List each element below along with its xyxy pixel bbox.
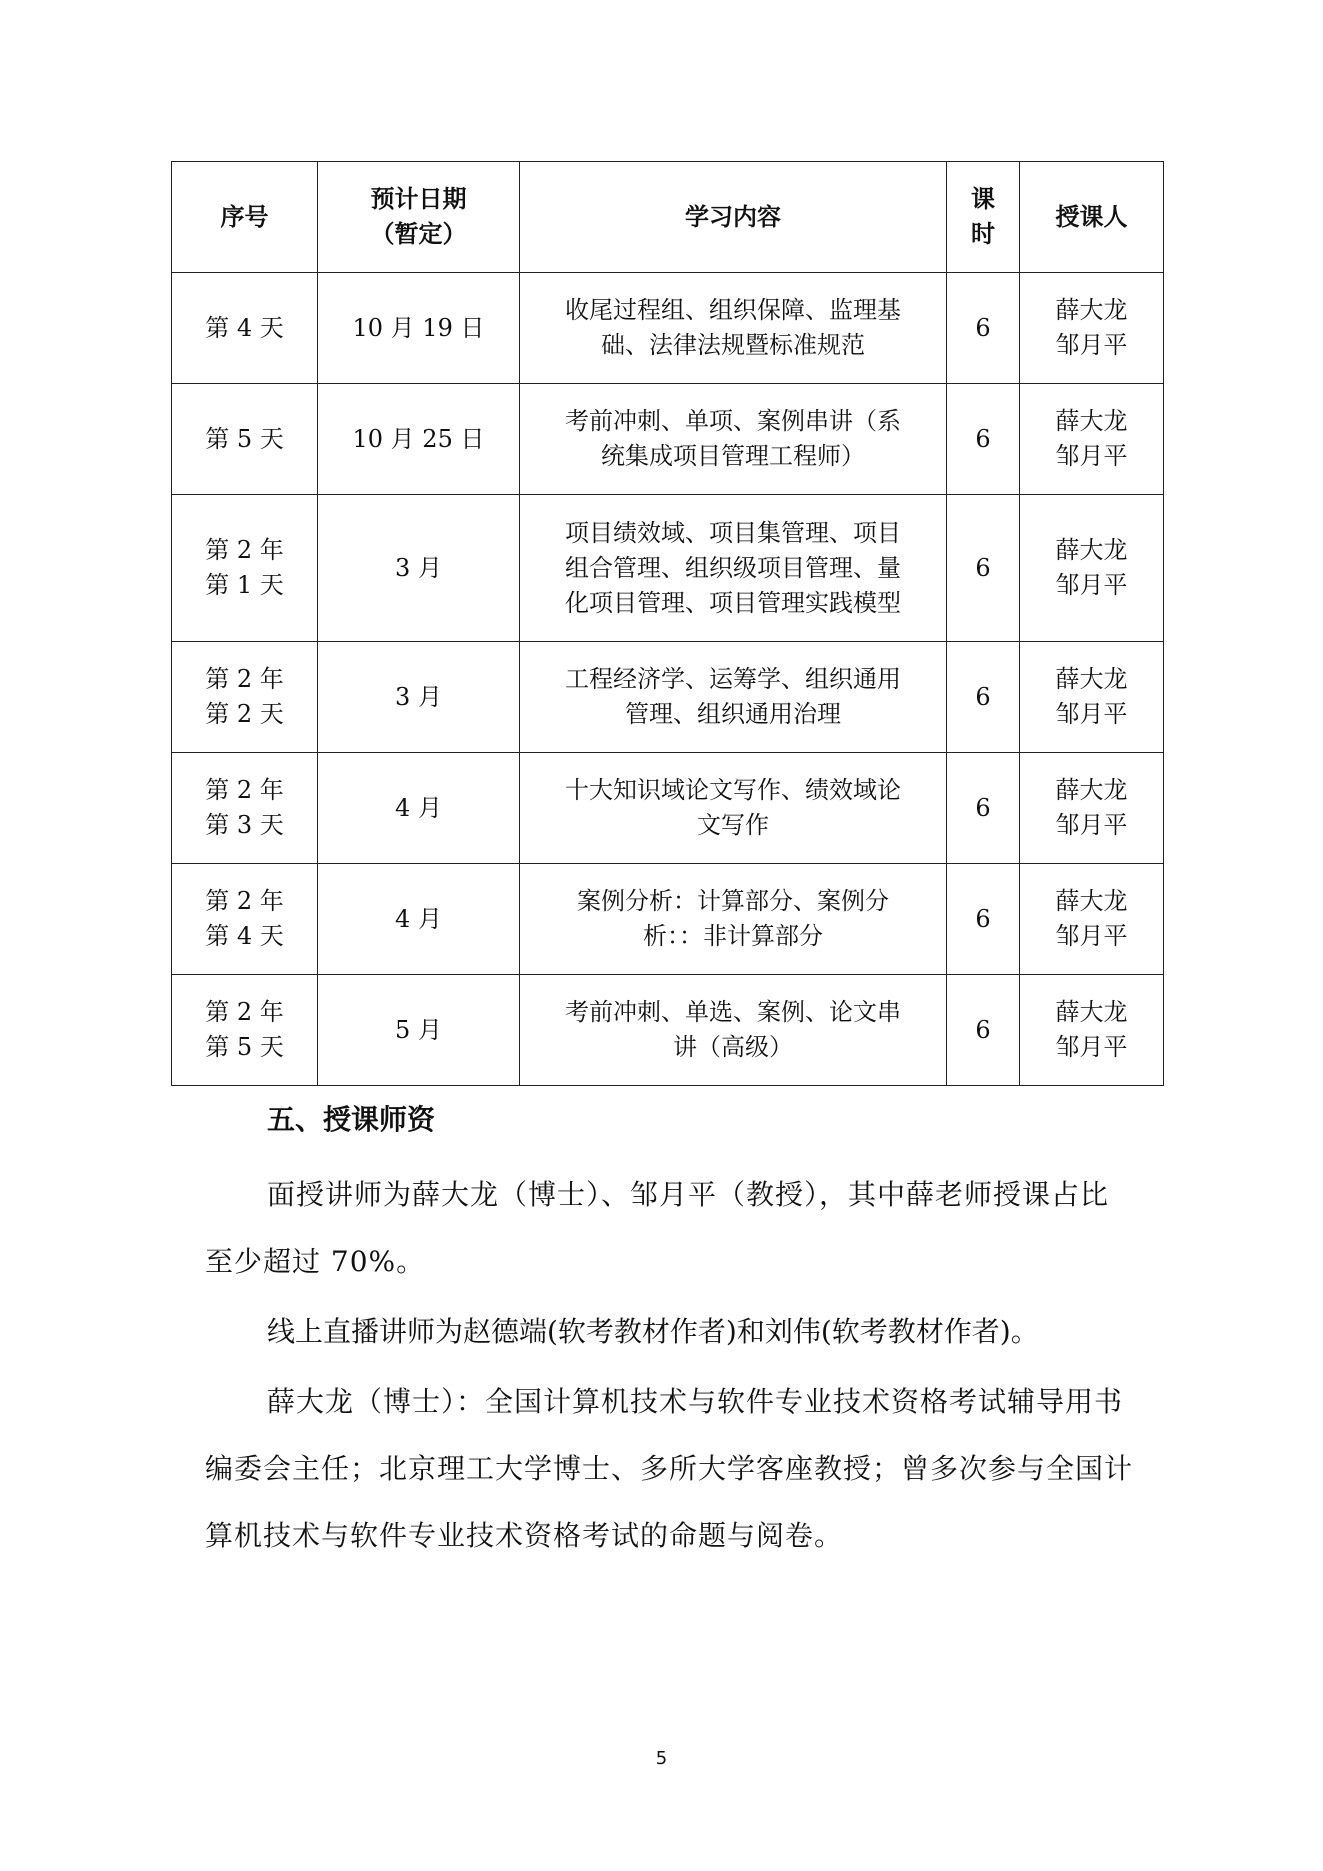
cell-date: 3 月 xyxy=(318,495,520,642)
cell-teacher-line: 薛大龙 xyxy=(1055,998,1128,1026)
table-row xyxy=(172,495,1164,642)
cell-teacher-line: 邹月平 xyxy=(1055,922,1128,950)
cell-seq xyxy=(172,975,318,1086)
cell-content xyxy=(520,495,947,642)
cell-content-line: 讲（高级） xyxy=(673,1033,793,1061)
cell-seq xyxy=(172,753,318,864)
cell-content-line: 考前冲刺、单项、案例串讲（系 xyxy=(565,407,901,435)
cell-seq-line: 第 1 天 xyxy=(205,571,284,599)
cell-teacher-line: 薛大龙 xyxy=(1055,407,1128,435)
header-date xyxy=(318,162,520,273)
cell-teacher-line: 邹月平 xyxy=(1055,700,1128,728)
cell-seq-line: 第 2 年 xyxy=(205,998,284,1026)
cell-seq-line: 第 2 天 xyxy=(205,700,284,728)
section-title: 五、授课师资 xyxy=(267,1103,436,1136)
cell-seq xyxy=(172,495,318,642)
cell-content-line: 础、法律法规暨标准规范 xyxy=(601,331,865,359)
cell-teacher-line: 邹月平 xyxy=(1055,442,1128,470)
cell-hours: 6 xyxy=(947,642,1020,753)
cell-content xyxy=(520,975,947,1086)
cell-seq-line: 第 2 年 xyxy=(205,665,284,693)
cell-content-line: 十大知识域论文写作、绩效域论 xyxy=(565,776,901,804)
table-row xyxy=(172,384,1164,495)
cell-content-line: 管理、组织通用治理 xyxy=(625,700,841,728)
cell-teacher-line: 邹月平 xyxy=(1055,1033,1128,1061)
header-teacher: 授课人 xyxy=(1020,162,1164,273)
header-date-line1: 预计日期 xyxy=(370,185,467,213)
cell-seq-line: 第 3 天 xyxy=(205,811,284,839)
table-row xyxy=(172,273,1164,384)
cell-seq-line: 第 4 天 xyxy=(205,313,284,342)
cell-teacher xyxy=(1020,975,1164,1086)
cell-teacher-line: 薛大龙 xyxy=(1055,296,1128,324)
cell-date: 10 月 25 日 xyxy=(318,384,520,495)
cell-seq xyxy=(172,384,318,495)
cell-teacher-line: 薛大龙 xyxy=(1055,536,1128,564)
cell-content-line: 析：：非计算部分 xyxy=(643,922,823,950)
paragraph-online-instructors: 线上直播讲师为赵德端(软考教材作者)和刘伟(软考教材作者)。 xyxy=(267,1315,1039,1348)
header-content: 学习内容 xyxy=(520,162,947,273)
header-seq: 序号 xyxy=(172,162,318,273)
cell-hours: 6 xyxy=(947,273,1020,384)
schedule-table xyxy=(171,161,1164,1086)
cell-content-line: 化项目管理、项目管理实践模型 xyxy=(565,588,901,617)
cell-content xyxy=(520,273,947,384)
schedule-body xyxy=(172,273,1164,1086)
cell-teacher xyxy=(1020,864,1164,975)
cell-seq-line: 第 2 年 xyxy=(205,776,284,804)
table-row xyxy=(172,975,1164,1086)
paragraph-instructors: 面授讲师为薛大龙（博士）、邹月平（教授），其中薛老师授课占比至少超过 70%。 xyxy=(205,1178,1110,1278)
cell-hours: 6 xyxy=(947,384,1020,495)
table-row xyxy=(172,753,1164,864)
cell-content-line: 考前冲刺、单选、案例、论文串 xyxy=(565,998,901,1026)
cell-content-line: 工程经济学、运筹学、组织通用 xyxy=(565,665,901,693)
cell-content-line: 案例分析：计算部分、案例分 xyxy=(577,887,889,915)
cell-teacher-line: 邹月平 xyxy=(1055,811,1128,839)
cell-date: 4 月 xyxy=(318,753,520,864)
cell-teacher xyxy=(1020,384,1164,495)
cell-date: 5 月 xyxy=(318,975,520,1086)
cell-date: 3 月 xyxy=(318,642,520,753)
header-hours-line1: 课 xyxy=(971,185,995,213)
table-row xyxy=(172,864,1164,975)
cell-seq-line: 第 4 天 xyxy=(205,922,284,950)
cell-teacher-line: 薛大龙 xyxy=(1055,887,1128,915)
paragraph-instructor-bio: 薛大龙（博士）：全国计算机技术与软件专业技术资格考试辅导用书编委会主任；北京理工大学博士、多所大学客座教授；曾多次参与全国计算机技术与软件专业技术资格考试的命题与阅卷。 xyxy=(205,1385,1134,1552)
cell-seq-line: 第 5 天 xyxy=(205,1033,284,1061)
cell-hours: 6 xyxy=(947,864,1020,975)
table-header-row xyxy=(172,162,1164,273)
cell-teacher xyxy=(1020,753,1164,864)
cell-teacher xyxy=(1020,642,1164,753)
cell-content-line: 收尾过程组、组织保障、监理基 xyxy=(565,296,901,324)
cell-hours: 6 xyxy=(947,495,1020,642)
cell-content xyxy=(520,864,947,975)
page-number: 5 xyxy=(655,1748,668,1769)
cell-content xyxy=(520,384,947,495)
cell-content-line: 组合管理、组织级项目管理、量 xyxy=(565,553,901,582)
header-hours-line2: 时 xyxy=(971,220,995,248)
cell-teacher-line: 邹月平 xyxy=(1055,571,1128,599)
cell-date: 10 月 19 日 xyxy=(318,273,520,384)
cell-date: 4 月 xyxy=(318,864,520,975)
cell-hours: 6 xyxy=(947,753,1020,864)
cell-seq xyxy=(172,273,318,384)
cell-seq-line: 第 2 年 xyxy=(205,887,284,915)
cell-teacher-line: 薛大龙 xyxy=(1055,776,1128,804)
cell-hours: 6 xyxy=(947,975,1020,1086)
table-row xyxy=(172,642,1164,753)
cell-seq-line: 第 5 天 xyxy=(205,424,284,453)
header-date-line2: （暂定） xyxy=(370,220,467,248)
cell-seq-line: 第 2 年 xyxy=(205,536,284,564)
header-hours xyxy=(947,162,1020,273)
cell-content xyxy=(520,642,947,753)
cell-teacher-line: 邹月平 xyxy=(1055,331,1128,359)
cell-teacher-line: 薛大龙 xyxy=(1055,665,1128,693)
cell-content-line: 项目绩效域、项目集管理、项目 xyxy=(565,518,901,547)
cell-content-line: 统集成项目管理工程师） xyxy=(601,442,865,470)
cell-content-line: 文写作 xyxy=(697,811,769,839)
cell-seq xyxy=(172,642,318,753)
cell-content xyxy=(520,753,947,864)
cell-teacher xyxy=(1020,495,1164,642)
cell-seq xyxy=(172,864,318,975)
cell-teacher xyxy=(1020,273,1164,384)
